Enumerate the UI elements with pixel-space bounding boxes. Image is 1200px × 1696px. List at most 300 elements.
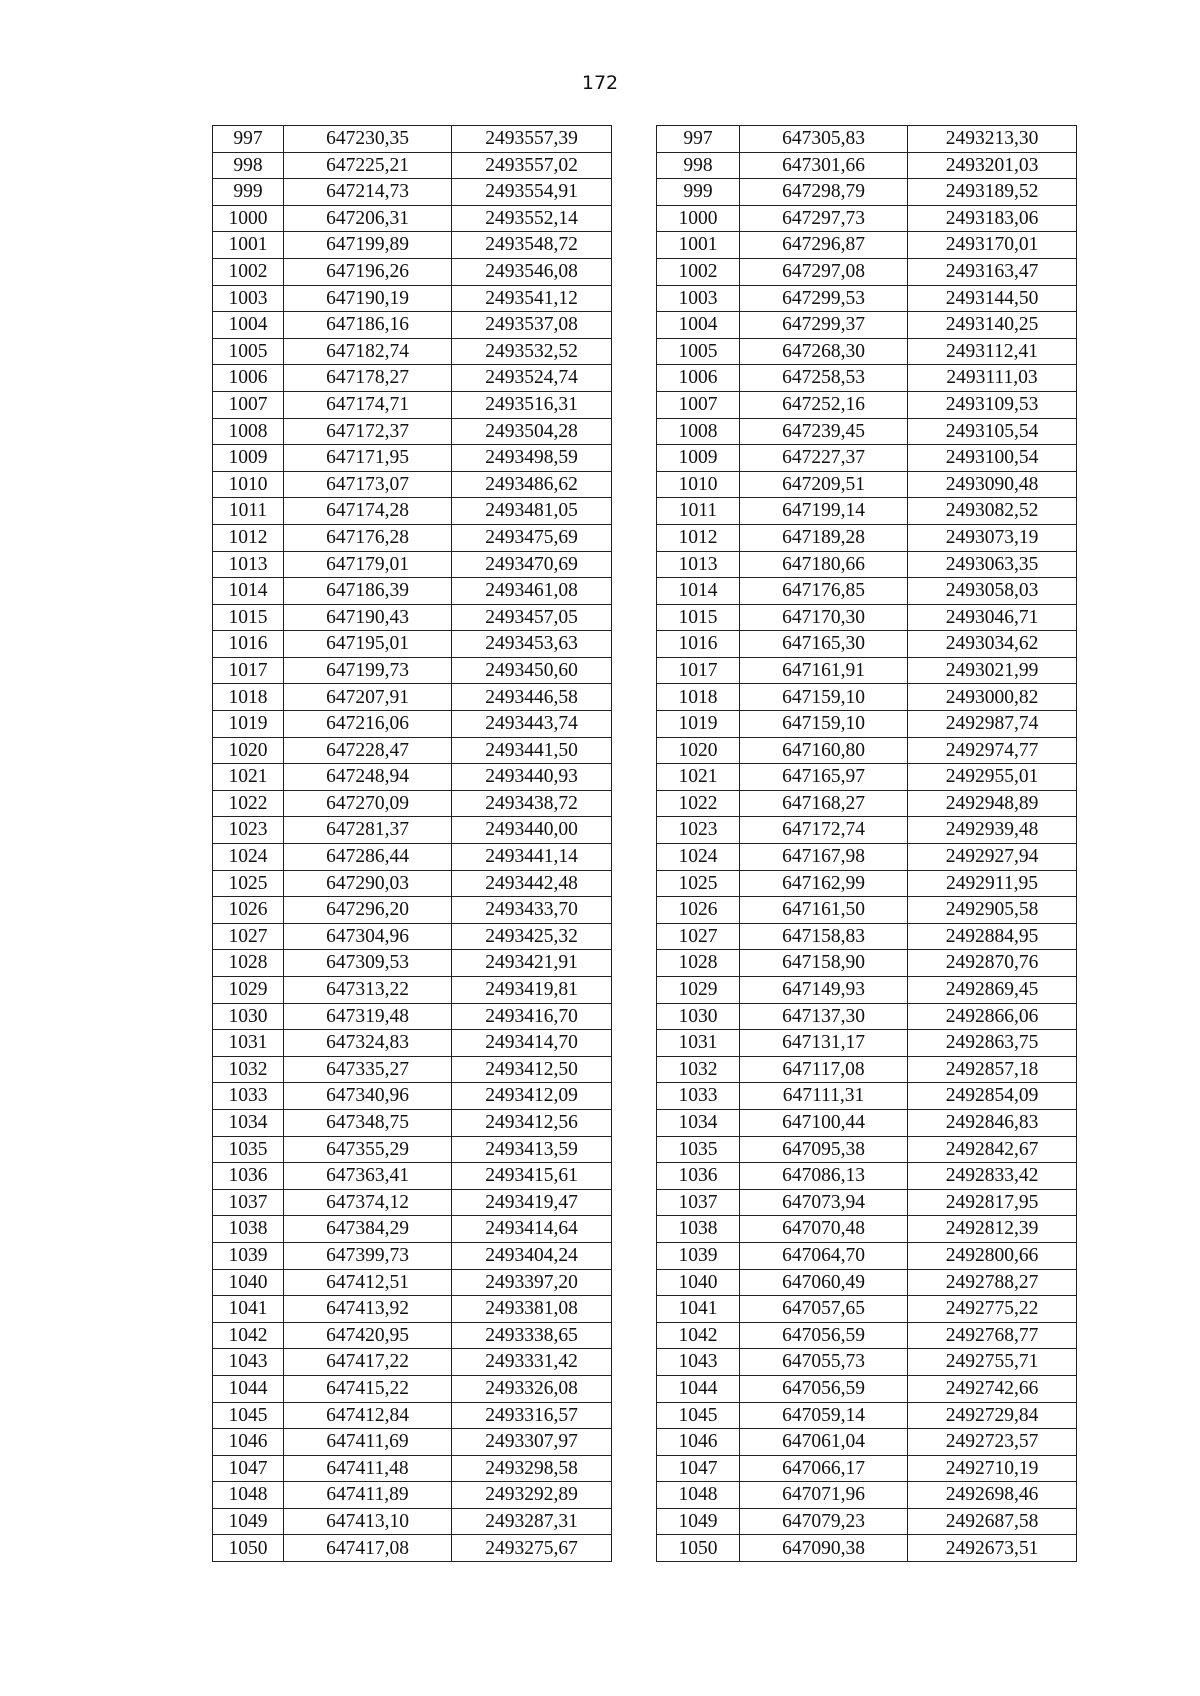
right-y-coordinate-cell: 2492800,66 xyxy=(908,1242,1077,1269)
table-row xyxy=(213,1322,1077,1349)
right-point-number-cell: 1037 xyxy=(657,1189,740,1216)
separator-cell xyxy=(612,1056,657,1083)
right-x-coordinate-cell: 647095,38 xyxy=(740,1136,908,1163)
right-point-number-cell: 1030 xyxy=(657,1003,740,1030)
right-x-coordinate-cell: 647301,66 xyxy=(740,152,908,179)
separator-cell xyxy=(612,1375,657,1402)
separator-cell xyxy=(612,205,657,232)
separator-cell xyxy=(612,312,657,339)
left-point-number-cell: 1002 xyxy=(213,258,284,285)
left-x-coordinate-cell: 647290,03 xyxy=(284,870,452,897)
right-x-coordinate-cell: 647299,53 xyxy=(740,285,908,312)
separator-cell xyxy=(612,1429,657,1456)
separator-cell xyxy=(612,923,657,950)
left-x-coordinate-cell: 647225,21 xyxy=(284,152,452,179)
right-x-coordinate-cell: 647056,59 xyxy=(740,1322,908,1349)
separator-cell xyxy=(612,711,657,738)
separator-cell xyxy=(612,604,657,631)
separator-cell xyxy=(612,232,657,259)
left-point-number-cell: 1014 xyxy=(213,578,284,605)
left-point-number-cell: 1029 xyxy=(213,977,284,1004)
left-x-coordinate-cell: 647186,39 xyxy=(284,578,452,605)
left-y-coordinate-cell: 2493275,67 xyxy=(452,1535,612,1562)
right-y-coordinate-cell: 2493163,47 xyxy=(908,258,1077,285)
right-y-coordinate-cell: 2492987,74 xyxy=(908,711,1077,738)
right-y-coordinate-cell: 2492687,58 xyxy=(908,1508,1077,1535)
left-y-coordinate-cell: 2493412,50 xyxy=(452,1056,612,1083)
right-point-number-cell: 1015 xyxy=(657,604,740,631)
right-x-coordinate-cell: 647209,51 xyxy=(740,471,908,498)
left-point-number-cell: 1030 xyxy=(213,1003,284,1030)
table-row xyxy=(213,471,1077,498)
right-y-coordinate-cell: 2493201,03 xyxy=(908,152,1077,179)
separator-cell xyxy=(612,551,657,578)
left-y-coordinate-cell: 2493419,47 xyxy=(452,1189,612,1216)
left-y-coordinate-cell: 2493416,70 xyxy=(452,1003,612,1030)
right-x-coordinate-cell: 647073,94 xyxy=(740,1189,908,1216)
right-point-number-cell: 1024 xyxy=(657,844,740,871)
separator-cell xyxy=(612,657,657,684)
left-x-coordinate-cell: 647190,43 xyxy=(284,604,452,631)
separator-cell xyxy=(612,977,657,1004)
left-point-number-cell: 1010 xyxy=(213,471,284,498)
left-x-coordinate-cell: 647413,10 xyxy=(284,1508,452,1535)
right-point-number-cell: 1010 xyxy=(657,471,740,498)
table-row xyxy=(213,1508,1077,1535)
separator-cell xyxy=(612,684,657,711)
right-x-coordinate-cell: 647158,83 xyxy=(740,923,908,950)
left-y-coordinate-cell: 2493412,56 xyxy=(452,1109,612,1136)
right-x-coordinate-cell: 647060,49 xyxy=(740,1269,908,1296)
separator-cell xyxy=(612,631,657,658)
right-x-coordinate-cell: 647057,65 xyxy=(740,1296,908,1323)
right-y-coordinate-cell: 2492927,94 xyxy=(908,844,1077,871)
right-y-coordinate-cell: 2492863,75 xyxy=(908,1030,1077,1057)
left-x-coordinate-cell: 647417,08 xyxy=(284,1535,452,1562)
left-point-number-cell: 998 xyxy=(213,152,284,179)
right-point-number-cell: 1025 xyxy=(657,870,740,897)
left-y-coordinate-cell: 2493457,05 xyxy=(452,604,612,631)
left-point-number-cell: 1024 xyxy=(213,844,284,871)
right-x-coordinate-cell: 647131,17 xyxy=(740,1030,908,1057)
table-row xyxy=(213,312,1077,339)
separator-cell xyxy=(612,1189,657,1216)
left-point-number-cell: 1039 xyxy=(213,1242,284,1269)
table-row xyxy=(213,684,1077,711)
left-x-coordinate-cell: 647281,37 xyxy=(284,817,452,844)
right-point-number-cell: 1038 xyxy=(657,1216,740,1243)
table-row xyxy=(213,790,1077,817)
left-point-number-cell: 1034 xyxy=(213,1109,284,1136)
right-x-coordinate-cell: 647059,14 xyxy=(740,1402,908,1429)
right-y-coordinate-cell: 2492812,39 xyxy=(908,1216,1077,1243)
left-point-number-cell: 1044 xyxy=(213,1375,284,1402)
table-row xyxy=(213,152,1077,179)
left-x-coordinate-cell: 647399,73 xyxy=(284,1242,452,1269)
right-point-number-cell: 1033 xyxy=(657,1083,740,1110)
table-row xyxy=(213,1163,1077,1190)
right-point-number-cell: 1049 xyxy=(657,1508,740,1535)
separator-cell xyxy=(612,870,657,897)
right-point-number-cell: 1019 xyxy=(657,711,740,738)
right-point-number-cell: 1012 xyxy=(657,524,740,551)
separator-cell xyxy=(612,1349,657,1376)
table-row xyxy=(213,1269,1077,1296)
left-x-coordinate-cell: 647206,31 xyxy=(284,205,452,232)
right-point-number-cell: 1005 xyxy=(657,338,740,365)
right-y-coordinate-cell: 2493183,06 xyxy=(908,205,1077,232)
left-x-coordinate-cell: 647304,96 xyxy=(284,923,452,950)
left-x-coordinate-cell: 647179,01 xyxy=(284,551,452,578)
table-row xyxy=(213,179,1077,206)
right-x-coordinate-cell: 647100,44 xyxy=(740,1109,908,1136)
table-row xyxy=(213,923,1077,950)
left-x-coordinate-cell: 647384,29 xyxy=(284,1216,452,1243)
left-y-coordinate-cell: 2493298,58 xyxy=(452,1455,612,1482)
table-row xyxy=(213,524,1077,551)
right-y-coordinate-cell: 2492833,42 xyxy=(908,1163,1077,1190)
right-x-coordinate-cell: 647079,23 xyxy=(740,1508,908,1535)
left-y-coordinate-cell: 2493292,89 xyxy=(452,1482,612,1509)
left-x-coordinate-cell: 647335,27 xyxy=(284,1056,452,1083)
left-y-coordinate-cell: 2493461,08 xyxy=(452,578,612,605)
left-point-number-cell: 1017 xyxy=(213,657,284,684)
left-point-number-cell: 1047 xyxy=(213,1455,284,1482)
left-point-number-cell: 1031 xyxy=(213,1030,284,1057)
left-x-coordinate-cell: 647248,94 xyxy=(284,764,452,791)
right-point-number-cell: 1050 xyxy=(657,1535,740,1562)
right-x-coordinate-cell: 647252,16 xyxy=(740,391,908,418)
right-point-number-cell: 1013 xyxy=(657,551,740,578)
right-point-number-cell: 1031 xyxy=(657,1030,740,1057)
right-x-coordinate-cell: 647111,31 xyxy=(740,1083,908,1110)
right-y-coordinate-cell: 2492884,95 xyxy=(908,923,1077,950)
left-y-coordinate-cell: 2493421,91 xyxy=(452,950,612,977)
right-y-coordinate-cell: 2492911,95 xyxy=(908,870,1077,897)
separator-cell xyxy=(612,179,657,206)
right-point-number-cell: 1026 xyxy=(657,897,740,924)
right-x-coordinate-cell: 647199,14 xyxy=(740,498,908,525)
right-x-coordinate-cell: 647168,27 xyxy=(740,790,908,817)
right-y-coordinate-cell: 2492673,51 xyxy=(908,1535,1077,1562)
right-point-number-cell: 1004 xyxy=(657,312,740,339)
left-y-coordinate-cell: 2493412,09 xyxy=(452,1083,612,1110)
left-point-number-cell: 1025 xyxy=(213,870,284,897)
left-y-coordinate-cell: 2493307,97 xyxy=(452,1429,612,1456)
right-x-coordinate-cell: 647137,30 xyxy=(740,1003,908,1030)
right-y-coordinate-cell: 2493073,19 xyxy=(908,524,1077,551)
left-x-coordinate-cell: 647214,73 xyxy=(284,179,452,206)
right-x-coordinate-cell: 647268,30 xyxy=(740,338,908,365)
left-point-number-cell: 1003 xyxy=(213,285,284,312)
right-x-coordinate-cell: 647189,28 xyxy=(740,524,908,551)
left-point-number-cell: 1008 xyxy=(213,418,284,445)
right-y-coordinate-cell: 2492939,48 xyxy=(908,817,1077,844)
left-y-coordinate-cell: 2493397,20 xyxy=(452,1269,612,1296)
left-x-coordinate-cell: 647207,91 xyxy=(284,684,452,711)
left-y-coordinate-cell: 2493414,70 xyxy=(452,1030,612,1057)
left-point-number-cell: 1033 xyxy=(213,1083,284,1110)
table-row xyxy=(213,418,1077,445)
right-point-number-cell: 1032 xyxy=(657,1056,740,1083)
left-y-coordinate-cell: 2493419,81 xyxy=(452,977,612,1004)
right-point-number-cell: 1027 xyxy=(657,923,740,950)
table-row xyxy=(213,1535,1077,1562)
table-row xyxy=(213,126,1077,153)
separator-cell xyxy=(612,1242,657,1269)
separator-cell xyxy=(612,1003,657,1030)
table-row xyxy=(213,764,1077,791)
right-x-coordinate-cell: 647070,48 xyxy=(740,1216,908,1243)
left-x-coordinate-cell: 647411,89 xyxy=(284,1482,452,1509)
table-row xyxy=(213,578,1077,605)
left-x-coordinate-cell: 647411,69 xyxy=(284,1429,452,1456)
right-y-coordinate-cell: 2493170,01 xyxy=(908,232,1077,259)
separator-cell xyxy=(612,950,657,977)
coordinates-table-body xyxy=(213,126,1077,1562)
left-x-coordinate-cell: 647412,84 xyxy=(284,1402,452,1429)
right-x-coordinate-cell: 647176,85 xyxy=(740,578,908,605)
table-row xyxy=(213,844,1077,871)
separator-cell xyxy=(612,844,657,871)
right-x-coordinate-cell: 647305,83 xyxy=(740,126,908,153)
right-y-coordinate-cell: 2492866,06 xyxy=(908,1003,1077,1030)
right-x-coordinate-cell: 647165,97 xyxy=(740,764,908,791)
left-x-coordinate-cell: 647296,20 xyxy=(284,897,452,924)
left-y-coordinate-cell: 2493552,14 xyxy=(452,205,612,232)
left-point-number-cell: 1035 xyxy=(213,1136,284,1163)
right-y-coordinate-cell: 2493100,54 xyxy=(908,445,1077,472)
separator-cell xyxy=(612,126,657,153)
separator-cell xyxy=(612,1296,657,1323)
table-row xyxy=(213,1375,1077,1402)
right-point-number-cell: 1023 xyxy=(657,817,740,844)
right-point-number-cell: 1016 xyxy=(657,631,740,658)
left-point-number-cell: 1009 xyxy=(213,445,284,472)
right-point-number-cell: 1034 xyxy=(657,1109,740,1136)
right-x-coordinate-cell: 647090,38 xyxy=(740,1535,908,1562)
right-point-number-cell: 1022 xyxy=(657,790,740,817)
right-y-coordinate-cell: 2492710,19 xyxy=(908,1455,1077,1482)
right-point-number-cell: 1003 xyxy=(657,285,740,312)
left-point-number-cell: 1050 xyxy=(213,1535,284,1562)
right-point-number-cell: 1043 xyxy=(657,1349,740,1376)
left-point-number-cell: 1040 xyxy=(213,1269,284,1296)
table-row xyxy=(213,1083,1077,1110)
right-x-coordinate-cell: 647167,98 xyxy=(740,844,908,871)
right-y-coordinate-cell: 2492857,18 xyxy=(908,1056,1077,1083)
left-y-coordinate-cell: 2493470,69 xyxy=(452,551,612,578)
left-x-coordinate-cell: 647176,28 xyxy=(284,524,452,551)
left-x-coordinate-cell: 647190,19 xyxy=(284,285,452,312)
table-row xyxy=(213,1056,1077,1083)
right-y-coordinate-cell: 2492870,76 xyxy=(908,950,1077,977)
separator-cell xyxy=(612,524,657,551)
table-row xyxy=(213,1402,1077,1429)
right-y-coordinate-cell: 2493034,62 xyxy=(908,631,1077,658)
separator-cell xyxy=(612,1269,657,1296)
table-row xyxy=(213,1482,1077,1509)
separator-cell xyxy=(612,1455,657,1482)
table-row xyxy=(213,1136,1077,1163)
separator-cell xyxy=(612,1163,657,1190)
right-point-number-cell: 1011 xyxy=(657,498,740,525)
left-y-coordinate-cell: 2493440,00 xyxy=(452,817,612,844)
separator-cell xyxy=(612,152,657,179)
left-y-coordinate-cell: 2493557,02 xyxy=(452,152,612,179)
right-x-coordinate-cell: 647172,74 xyxy=(740,817,908,844)
left-y-coordinate-cell: 2493440,93 xyxy=(452,764,612,791)
right-point-number-cell: 999 xyxy=(657,179,740,206)
right-y-coordinate-cell: 2492817,95 xyxy=(908,1189,1077,1216)
right-y-coordinate-cell: 2492905,58 xyxy=(908,897,1077,924)
left-x-coordinate-cell: 647174,71 xyxy=(284,391,452,418)
right-y-coordinate-cell: 2492846,83 xyxy=(908,1109,1077,1136)
left-point-number-cell: 1006 xyxy=(213,365,284,392)
right-x-coordinate-cell: 647298,79 xyxy=(740,179,908,206)
left-x-coordinate-cell: 647420,95 xyxy=(284,1322,452,1349)
right-point-number-cell: 1036 xyxy=(657,1163,740,1190)
left-x-coordinate-cell: 647230,35 xyxy=(284,126,452,153)
left-y-coordinate-cell: 2493442,48 xyxy=(452,870,612,897)
left-point-number-cell: 1011 xyxy=(213,498,284,525)
left-y-coordinate-cell: 2493554,91 xyxy=(452,179,612,206)
left-point-number-cell: 1036 xyxy=(213,1163,284,1190)
left-x-coordinate-cell: 647374,12 xyxy=(284,1189,452,1216)
table-row xyxy=(213,1242,1077,1269)
right-y-coordinate-cell: 2492729,84 xyxy=(908,1402,1077,1429)
left-y-coordinate-cell: 2493338,65 xyxy=(452,1322,612,1349)
separator-cell xyxy=(612,1216,657,1243)
left-y-coordinate-cell: 2493524,74 xyxy=(452,365,612,392)
left-y-coordinate-cell: 2493450,60 xyxy=(452,657,612,684)
left-y-coordinate-cell: 2493316,57 xyxy=(452,1402,612,1429)
right-y-coordinate-cell: 2493082,52 xyxy=(908,498,1077,525)
right-point-number-cell: 1035 xyxy=(657,1136,740,1163)
table-row xyxy=(213,551,1077,578)
table-row xyxy=(213,1030,1077,1057)
left-y-coordinate-cell: 2493453,63 xyxy=(452,631,612,658)
right-y-coordinate-cell: 2493021,99 xyxy=(908,657,1077,684)
left-x-coordinate-cell: 647199,89 xyxy=(284,232,452,259)
left-point-number-cell: 1042 xyxy=(213,1322,284,1349)
separator-cell xyxy=(612,1535,657,1562)
left-y-coordinate-cell: 2493504,28 xyxy=(452,418,612,445)
left-x-coordinate-cell: 647411,48 xyxy=(284,1455,452,1482)
left-point-number-cell: 1018 xyxy=(213,684,284,711)
left-x-coordinate-cell: 647413,92 xyxy=(284,1296,452,1323)
left-point-number-cell: 1048 xyxy=(213,1482,284,1509)
left-y-coordinate-cell: 2493537,08 xyxy=(452,312,612,339)
left-y-coordinate-cell: 2493481,05 xyxy=(452,498,612,525)
left-point-number-cell: 997 xyxy=(213,126,284,153)
separator-cell xyxy=(612,365,657,392)
right-y-coordinate-cell: 2492768,77 xyxy=(908,1322,1077,1349)
separator-cell xyxy=(612,1030,657,1057)
left-y-coordinate-cell: 2493326,08 xyxy=(452,1375,612,1402)
separator-cell xyxy=(612,790,657,817)
right-point-number-cell: 1029 xyxy=(657,977,740,1004)
table-row xyxy=(213,365,1077,392)
left-y-coordinate-cell: 2493441,50 xyxy=(452,737,612,764)
right-x-coordinate-cell: 647117,08 xyxy=(740,1056,908,1083)
right-x-coordinate-cell: 647297,73 xyxy=(740,205,908,232)
right-y-coordinate-cell: 2492788,27 xyxy=(908,1269,1077,1296)
right-point-number-cell: 1009 xyxy=(657,445,740,472)
right-x-coordinate-cell: 647258,53 xyxy=(740,365,908,392)
right-point-number-cell: 1021 xyxy=(657,764,740,791)
left-x-coordinate-cell: 647196,26 xyxy=(284,258,452,285)
right-x-coordinate-cell: 647149,93 xyxy=(740,977,908,1004)
right-x-coordinate-cell: 647055,73 xyxy=(740,1349,908,1376)
left-x-coordinate-cell: 647228,47 xyxy=(284,737,452,764)
right-y-coordinate-cell: 2493144,50 xyxy=(908,285,1077,312)
right-x-coordinate-cell: 647239,45 xyxy=(740,418,908,445)
right-point-number-cell: 1014 xyxy=(657,578,740,605)
right-y-coordinate-cell: 2492842,67 xyxy=(908,1136,1077,1163)
table-row xyxy=(213,977,1077,1004)
right-y-coordinate-cell: 2492742,66 xyxy=(908,1375,1077,1402)
left-x-coordinate-cell: 647178,27 xyxy=(284,365,452,392)
left-x-coordinate-cell: 647313,22 xyxy=(284,977,452,1004)
separator-cell xyxy=(612,578,657,605)
separator-cell xyxy=(612,1109,657,1136)
left-x-coordinate-cell: 647172,37 xyxy=(284,418,452,445)
table-row xyxy=(213,817,1077,844)
right-point-number-cell: 998 xyxy=(657,152,740,179)
table-row xyxy=(213,205,1077,232)
coordinates-table xyxy=(212,125,1077,1562)
right-x-coordinate-cell: 647180,66 xyxy=(740,551,908,578)
right-y-coordinate-cell: 2493112,41 xyxy=(908,338,1077,365)
right-y-coordinate-cell: 2493090,48 xyxy=(908,471,1077,498)
right-point-number-cell: 1045 xyxy=(657,1402,740,1429)
table-row xyxy=(213,950,1077,977)
left-point-number-cell: 1020 xyxy=(213,737,284,764)
right-point-number-cell: 1017 xyxy=(657,657,740,684)
right-x-coordinate-cell: 647161,91 xyxy=(740,657,908,684)
table-row xyxy=(213,657,1077,684)
left-y-coordinate-cell: 2493446,58 xyxy=(452,684,612,711)
left-y-coordinate-cell: 2493425,32 xyxy=(452,923,612,950)
right-point-number-cell: 1039 xyxy=(657,1242,740,1269)
table-row xyxy=(213,711,1077,738)
separator-cell xyxy=(612,1482,657,1509)
right-point-number-cell: 1048 xyxy=(657,1482,740,1509)
right-point-number-cell: 1001 xyxy=(657,232,740,259)
left-y-coordinate-cell: 2493475,69 xyxy=(452,524,612,551)
right-x-coordinate-cell: 647165,30 xyxy=(740,631,908,658)
left-y-coordinate-cell: 2493546,08 xyxy=(452,258,612,285)
table-row xyxy=(213,338,1077,365)
left-y-coordinate-cell: 2493557,39 xyxy=(452,126,612,153)
right-y-coordinate-cell: 2493046,71 xyxy=(908,604,1077,631)
left-x-coordinate-cell: 647417,22 xyxy=(284,1349,452,1376)
table-row xyxy=(213,737,1077,764)
table-row xyxy=(213,498,1077,525)
left-x-coordinate-cell: 647340,96 xyxy=(284,1083,452,1110)
table-row xyxy=(213,1109,1077,1136)
right-x-coordinate-cell: 647066,17 xyxy=(740,1455,908,1482)
right-point-number-cell: 1044 xyxy=(657,1375,740,1402)
right-x-coordinate-cell: 647159,10 xyxy=(740,684,908,711)
right-x-coordinate-cell: 647161,50 xyxy=(740,897,908,924)
separator-cell xyxy=(612,471,657,498)
separator-cell xyxy=(612,445,657,472)
right-point-number-cell: 1040 xyxy=(657,1269,740,1296)
table-row xyxy=(213,870,1077,897)
left-point-number-cell: 1013 xyxy=(213,551,284,578)
